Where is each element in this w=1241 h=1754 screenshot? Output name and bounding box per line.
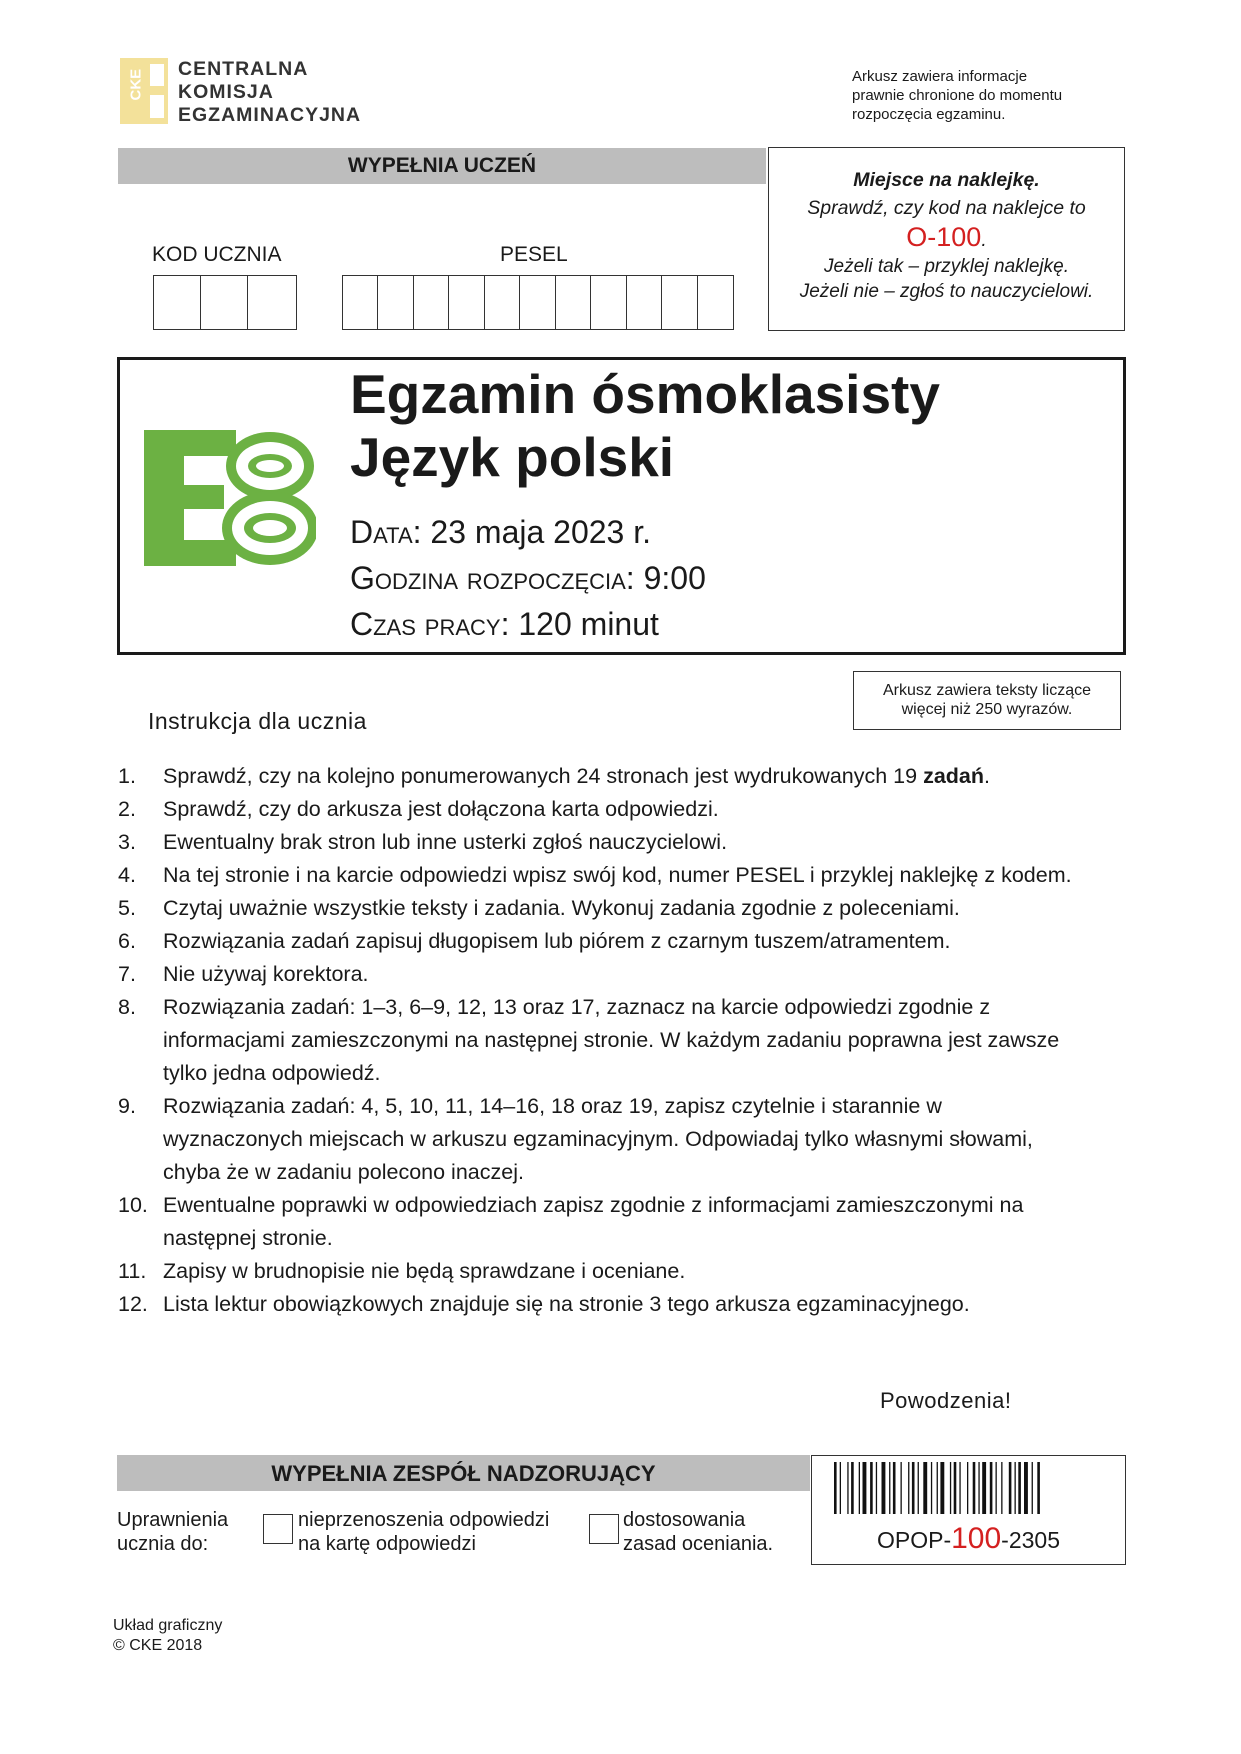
- footer-copyright: Układ graficzny © CKE 2018: [113, 1617, 223, 1654]
- instruction-item: [118, 826, 1078, 859]
- instruction-text: Ewentualne poprawki w odpowiedziach zapisz zgodnie z informacjami zamieszczonymi na następnej stronie.: [163, 1193, 1024, 1250]
- instruction-text: Lista lektur obowiązkowych znajduje się na stronie 3 tego arkusza egzaminacyjnego.: [163, 1292, 970, 1316]
- pesel-cell[interactable]: [378, 276, 413, 329]
- cke-logo: [120, 58, 370, 128]
- student-band-label: WYPEŁNIA UCZEŃ: [347, 154, 537, 177]
- kod-cell[interactable]: [154, 276, 201, 329]
- instruction-number: 1.: [118, 764, 136, 788]
- kod-cell[interactable]: [248, 276, 295, 329]
- no-transfer-checkbox[interactable]: [263, 1514, 293, 1544]
- pesel-cell[interactable]: [698, 276, 733, 329]
- instruction-text: Nie używaj korektora.: [163, 962, 369, 986]
- e8-logo-icon: [144, 430, 316, 566]
- barcode-icon: [834, 1462, 1104, 1514]
- instruction-number: 10.: [118, 1193, 148, 1217]
- sticker-line2: Jeżeli tak – przyklej naklejkę.: [824, 256, 1069, 277]
- texts-length-note: Arkusz zawiera teksty liczące więcej niż 250 wyrazów.: [853, 671, 1121, 730]
- instruction-text: Rozwiązania zadań: 4, 5, 10, 11, 14–16, 18 oraz 19, zapisz czytelnie i starannie w wyznaczonych miejscach w arkuszu egzaminacyjnym. Odpowiadaj tylko własnymi słowami, chyba że w zadaniu polecono inaczej.: [163, 1094, 1033, 1184]
- pesel-cell[interactable]: [627, 276, 662, 329]
- instruction-item: [118, 1090, 1078, 1189]
- protected-note: Arkusz zawiera informacje prawnie chronione do momentu rozpoczęcia egzaminu.: [852, 68, 1063, 123]
- no-transfer-label: nieprzenoszenia odpowiedzi na kartę odpowiedzi: [298, 1509, 550, 1555]
- exam-duration: Czas pracy: 120 minut: [350, 606, 659, 642]
- pesel-field[interactable]: [342, 275, 734, 330]
- instruction-item: [118, 991, 1078, 1090]
- cke-logo-mark: [120, 58, 168, 124]
- instruction-number: 3.: [118, 830, 136, 854]
- sticker-line3: Jeżeli nie – zgłoś to nauczycielowi.: [799, 281, 1094, 302]
- sticker-line1: Sprawdź, czy kod na naklejce to: [807, 197, 1086, 219]
- instruction-text: Czytaj uważnie wszystkie teksty i zadania. Wykonuj zadania zgodnie z poleceniami.: [163, 896, 960, 920]
- logo-line: CENTRALNA: [178, 58, 309, 80]
- instruction-number: 11.: [118, 1259, 147, 1283]
- instruction-number: 9.: [118, 1094, 136, 1118]
- exam-start-time: Godzina rozpoczęcia: 9:00: [350, 560, 706, 596]
- instruction-text: Ewentualny brak stron lub inne usterki zgłoś nauczycielowi.: [163, 830, 728, 854]
- sticker-area: Miejsce na naklejkę. Sprawdź, czy kod na naklejce to O-100. Jeżeli tak – przyklej naklejkę. Jeżeli nie – zgłoś to nauczycielowi.: [768, 147, 1125, 331]
- cke-logo-text: [178, 58, 361, 127]
- instruction-text: Rozwiązania zadań: 1–3, 6–9, 12, 13 oraz 17, zaznacz na karcie odpowiedzi zgodnie z informacjami zamieszczonymi na następnej stronie. W każdym zadaniu poprawna jest zawsze tylko jedna odpowiedź.: [163, 995, 1060, 1085]
- instruction-number: 2.: [118, 797, 136, 821]
- adjust-grading-label: dostosowania zasad oceniania.: [623, 1509, 774, 1555]
- instruction-item: [118, 859, 1078, 892]
- instructions-list: [118, 760, 1078, 1321]
- instruction-text: Rozwiązania zadań zapisuj długopisem lub piórem z czarnym tuszem/atramentem.: [163, 929, 951, 953]
- sticker-title: Miejsce na naklejkę.: [853, 169, 1040, 191]
- pesel-cell[interactable]: [520, 276, 555, 329]
- instruction-item: [118, 793, 1078, 826]
- instruction-item: [118, 1189, 1078, 1255]
- instruction-number: 4.: [118, 863, 136, 887]
- barcode-code: OPOP-100-2305: [876, 1522, 1060, 1555]
- instruction-number: 7.: [118, 962, 136, 986]
- instruction-item: [118, 1288, 1078, 1321]
- instruction-number: 8.: [118, 995, 136, 1019]
- logo-line: KOMISJA: [178, 81, 274, 103]
- instruction-item: [118, 925, 1078, 958]
- permissions-label: Uprawnienia ucznia do:: [117, 1509, 229, 1555]
- instruction-text: Zapisy w brudnopisie nie będą sprawdzane i oceniane.: [163, 1259, 686, 1283]
- exam-subject: Język polski: [350, 426, 675, 488]
- kod-ucznia-field[interactable]: [153, 275, 297, 330]
- logo-line: EGZAMINACYJNA: [178, 104, 362, 126]
- instruction-text: Sprawdź, czy na kolejno ponumerowanych 24 stronach jest wydrukowanych 19 zadań.: [163, 764, 990, 788]
- sticker-code: O-100: [906, 222, 982, 252]
- kod-ucznia-label: KOD UCZNIA: [152, 243, 282, 266]
- instruction-text: Na tej stronie i na karcie odpowiedzi wpisz swój kod, numer PESEL i przyklej naklejkę z kodem.: [163, 863, 1072, 887]
- instruction-number: 12.: [118, 1292, 148, 1316]
- cke-logo-mark-text: CKE: [127, 68, 145, 101]
- supervisors-band-label: WYPEŁNIA ZESPÓŁ NADZORUJĄCY: [271, 1461, 656, 1486]
- pesel-cell[interactable]: [343, 276, 378, 329]
- instruction-item: [118, 892, 1078, 925]
- instruction-number: 5.: [118, 896, 136, 920]
- pesel-label: PESEL: [500, 243, 568, 266]
- pesel-cell[interactable]: [414, 276, 449, 329]
- instruction-number: 6.: [118, 929, 136, 953]
- instruction-item: [118, 760, 1078, 793]
- adjust-grading-checkbox[interactable]: [589, 1514, 619, 1544]
- pesel-cell[interactable]: [485, 276, 520, 329]
- pesel-cell[interactable]: [591, 276, 626, 329]
- instruction-item: [118, 958, 1078, 991]
- kod-cell[interactable]: [201, 276, 248, 329]
- good-luck: Powodzenia!: [880, 1388, 1012, 1413]
- instructions-title: Instrukcja dla ucznia: [148, 708, 367, 734]
- pesel-cell[interactable]: [449, 276, 484, 329]
- pesel-cell[interactable]: [556, 276, 591, 329]
- exam-date: Data: 23 maja 2023 r.: [350, 514, 652, 550]
- instruction-text: Sprawdź, czy do arkusza jest dołączona karta odpowiedzi.: [163, 797, 719, 821]
- exam-title: Egzamin ósmoklasisty: [350, 363, 940, 425]
- instruction-item: [118, 1255, 1078, 1288]
- pesel-cell[interactable]: [662, 276, 697, 329]
